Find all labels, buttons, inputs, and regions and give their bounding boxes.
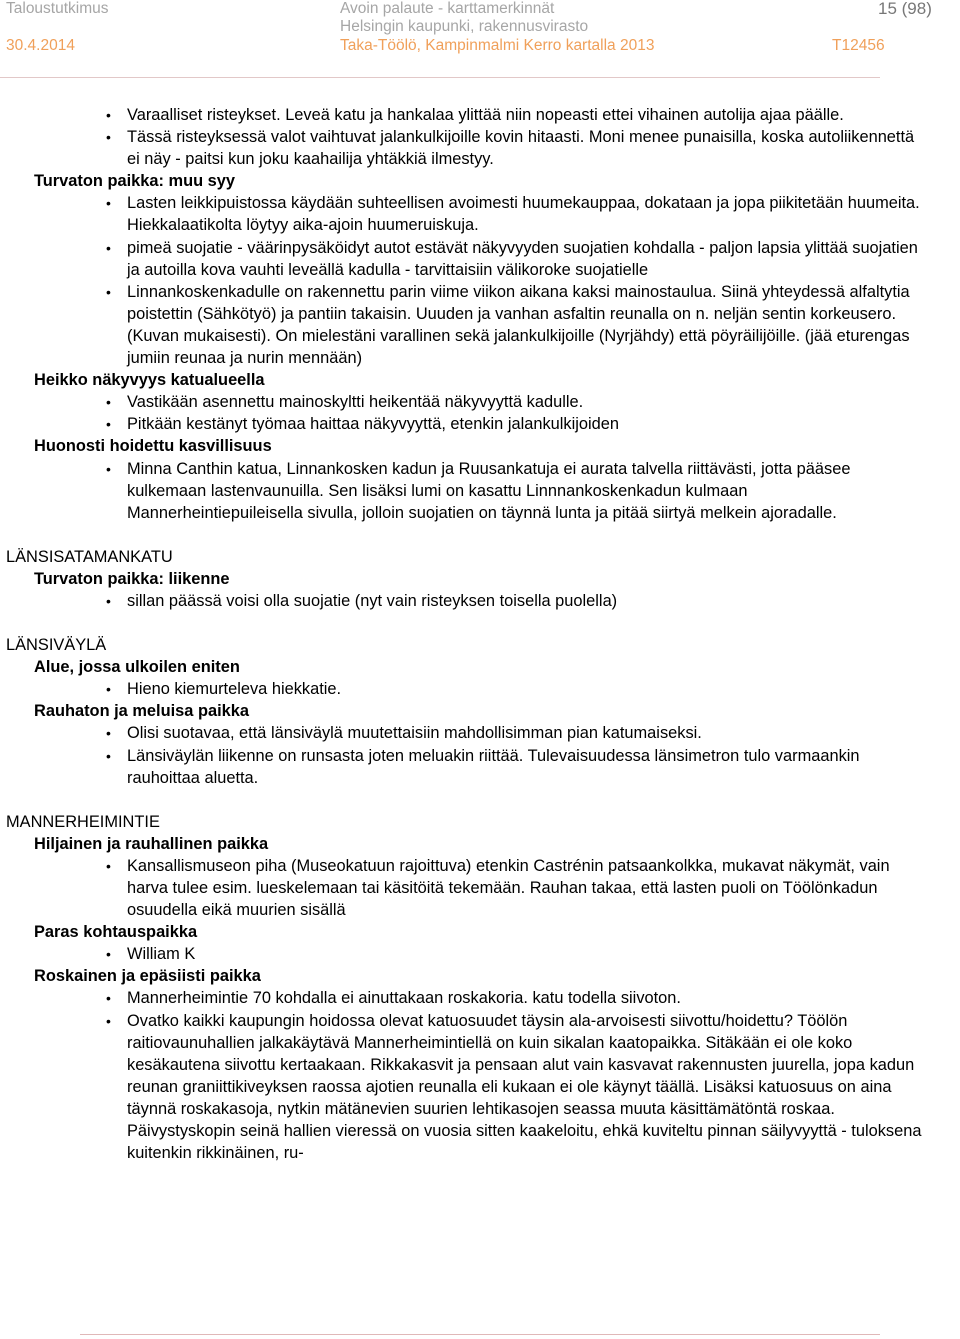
list-item: • Kansallismuseon piha (Museokatuun rajoittuva) etenkin Castrénin patsaankolkka, mukavat näkymät, vain harva tulee esim. lueskelemaan tai käsitöitä tekemään. Rauhan takaa, että lasten puoli on Töölönkadun osuudella eikä muurien sisällä: [0, 855, 940, 921]
section-heading: LÄNSIVÄYLÄ: [6, 636, 107, 655]
list-item: • Mannerheimintie 70 kohdalla ei ainuttakaan roskakoria. katu todella siivoton.: [0, 987, 940, 1009]
document-body: [0, 104, 940, 1164]
list-item: • Varaalliset risteykset. Leveä katu ja hankalaa ylittää niin nopeasti ettei vihainen autolija ajaa päälle.: [0, 104, 940, 126]
spacer: [0, 789, 940, 811]
bullet-list: [0, 855, 940, 921]
bullet-list: [0, 391, 940, 435]
spacer: [0, 524, 940, 546]
list-item: • pimeä suojatie - väärinpysäköidyt autot estävät näkyvyyden suojatien kohdalla - paljon lapsia ylittää suojatien ja autoilla kova vauhti leveällä kadulla - tarvittaisiin välikoroke suojatielle: [0, 237, 940, 281]
spacer: [0, 612, 940, 634]
bullet-list: [0, 590, 940, 612]
footer-divider: [80, 1334, 880, 1335]
list-item: • Lasten leikkipuistossa käydään suhteellisen avoimesti huumekauppaa, dokataan ja jopa piikitetään huumeita. Hiekkalaatikolta löytyy aika-ajoin huumeruiskuja.: [0, 192, 940, 236]
subheading: Turvaton paikka: muu syy: [34, 172, 235, 191]
bullet-list: [0, 943, 940, 965]
bullet-list: [0, 458, 940, 524]
list-item: • Linnankoskenkadulle on rakennettu parin viime viikon aikana kaksi mainostaulua. Siinä yhteydessä alfaltytia poistettin (Sähkötyö) ja pantiin takaisin. Uuuden ja vanhan asfaltin reunalla on n. neljän sentin korkeusero. (Kuvan mukaisesti). On mielestäni varallinen sekä jalankulkijoille (Nyrjähdy) että pöyräilijöille. (jää eturengas jumiin reunaa ja nurin mennään): [0, 281, 940, 369]
list-item: • sillan päässä voisi olla suojatie (nyt vain risteyksen toisella puolella): [0, 590, 940, 612]
subheading: Rauhaton ja meluisa paikka: [34, 702, 249, 721]
header-divider: [0, 77, 880, 78]
subheading: Turvaton paikka: liikenne: [34, 569, 230, 588]
list-item: • Pitkään kestänyt työmaa haittaa näkyvyyttä, etenkin jalankulkijoiden: [0, 413, 940, 435]
bullet-list: [0, 722, 940, 788]
header-organization: Taloustutkimus: [6, 0, 109, 17]
list-item: • Vastikään asennettu mainoskyltti heikentää näkyvyyttä kadulle.: [0, 391, 940, 413]
header-report-title: Avoin palaute - karttamerkinnät: [340, 0, 555, 17]
subheading: Hiljainen ja rauhallinen paikka: [34, 834, 269, 853]
bullet-list: [0, 678, 940, 700]
subheading: Alue, jossa ulkoilen eniten: [34, 658, 240, 677]
bullet-list: [0, 987, 940, 1164]
header-project: Taka-Töölö, Kampinmalmi Kerro kartalla 2013: [340, 37, 655, 54]
list-item: • Hieno kiemurteleva hiekkatie.: [0, 678, 940, 700]
header-client: Helsingin kaupunki, rakennusvirasto: [340, 18, 589, 35]
section-heading: MANNERHEIMINTIE: [6, 812, 160, 831]
subheading: Huonosti hoidettu kasvillisuus: [34, 437, 272, 456]
header-date: 30.4.2014: [6, 37, 75, 54]
subheading: Paras kohtauspaikka: [34, 923, 198, 942]
list-item: • Länsiväylän liikenne on runsasta joten meluakin riittää. Tulevaisuudessa länsimetron tulo varmaankin rauhoittaa aluetta.: [0, 745, 940, 789]
header-page-number: 15 (98): [878, 0, 932, 18]
bullet-list: [0, 192, 940, 369]
subheading: Roskainen ja epäsiisti paikka: [34, 967, 261, 986]
list-item: • Ovatko kaikki kaupungin hoidossa olevat katuosuudet täysin ala-arvoisesti siivottu/hoidettu? Töölön raitiovaunuhallien jalkakäytävä Mannerheimintiellä on kuin sikalan kaatopaikka. Sitäkään ei ole koko kesäkautena siivottu kertaakaan. Rikkakasvit ja pensaan alut vain kasvavat rakennusten juurella, jopa kadun reunan graniittikiveyksen raossa ajotien reunalla eli kukaan ei ole käynyt täällä. Lisäksi katuosuus on aina täynnä roskakasoja, nytkin mätänevien suurien lehtikasojen seassa muuta käsittämätöntä roskaa. Päivystyskopin seinä hallien vieressä on vuosia sitten kaakeloitu, ehkä kuviteltu pinnan säilyvyyttä - tuloksena kuitenkin rikkinäinen, ru-: [0, 1010, 940, 1165]
subheading: Heikko näkyvyys katualueella: [34, 371, 265, 390]
list-item: • Minna Canthin katua, Linnankosken kadun ja Ruusankatuja ei aurata talvella riittävästi, jotta pääsee kulkemaan lastenvaunuilla. Sen lisäksi lumi on kasattu Linnnankoskenkadun kulmaan Mannerheintiepuileisella sivulla, jolloin suojatien on täynnä lunta ja pitää siirtyä melkein ajoradalle.: [0, 458, 940, 524]
section-heading: LÄNSISATAMANKATU: [6, 547, 173, 566]
header-project-code: T12456: [832, 37, 885, 54]
list-item: • Tässä risteyksessä valot vaihtuvat jalankulkijoille kovin hitaasti. Moni menee punaisilla, koska autoliikennettä ei näy - paitsi kun joku kaahailija yhtäkkiä ilmestyy.: [0, 126, 940, 170]
bullet-list: [0, 104, 940, 170]
list-item: • William K: [0, 943, 940, 965]
list-item: • Olisi suotavaa, että länsiväylä muutettaisiin mahdollisimman pian katumaiseksi.: [0, 722, 940, 744]
